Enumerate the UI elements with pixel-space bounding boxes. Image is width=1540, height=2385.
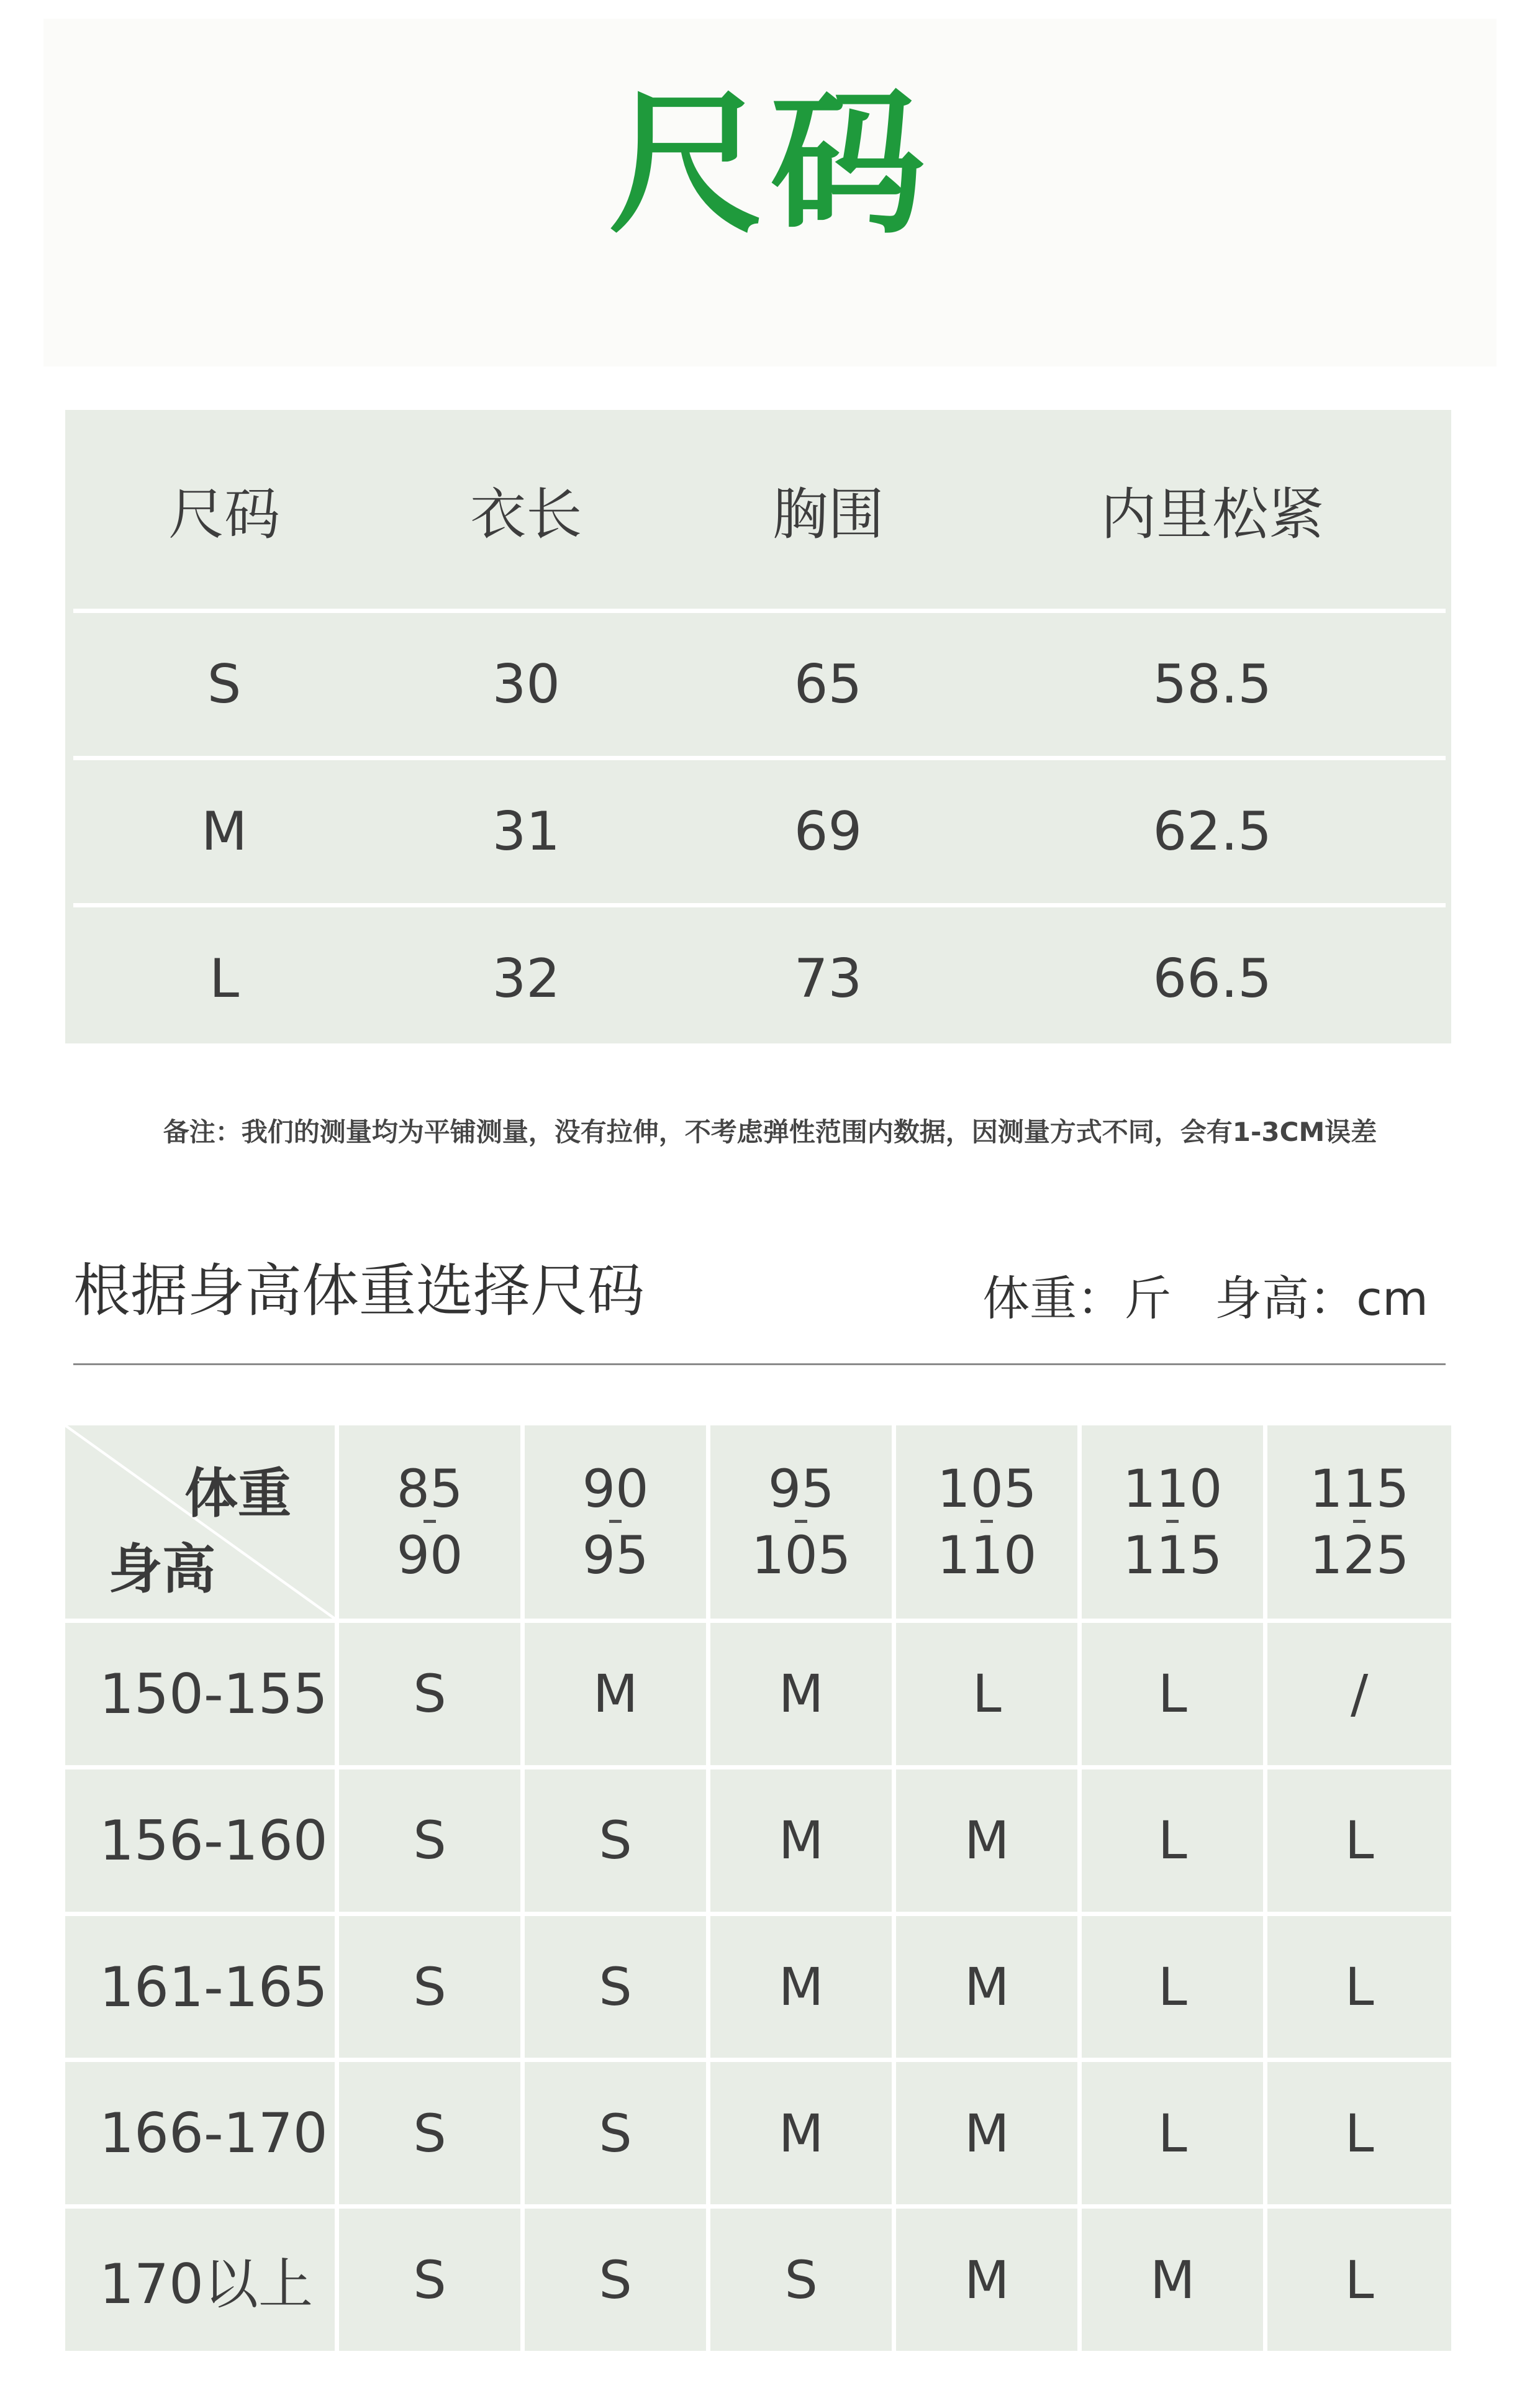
corner-cell (65, 1425, 337, 1621)
height-range-cell: 150-155 (65, 1621, 337, 1768)
table-row (73, 758, 1446, 906)
size-cell: M (709, 1914, 894, 2060)
range-dash (1166, 1520, 1179, 1523)
weight-range-header (894, 1425, 1080, 1621)
size-cell: L (1266, 2207, 1451, 2351)
range-dash (795, 1520, 807, 1523)
table-cell: M (73, 758, 375, 906)
unit-legend (982, 1261, 1428, 1329)
table-row (65, 1767, 1451, 1914)
range-start: 95 (768, 1458, 835, 1519)
height-range-cell: 156-160 (65, 1767, 337, 1914)
recommend-table-header (65, 1425, 1451, 1621)
page-title: 尺码 (609, 74, 931, 255)
size-cell: L (1080, 1914, 1266, 2060)
header-cell: 衣长 (470, 482, 582, 547)
table-row (73, 906, 1446, 1051)
range-end: 95 (582, 1525, 649, 1586)
section-title: 根据身高体重选择尺码 (73, 1258, 645, 1324)
table-cell: L (73, 906, 375, 1051)
size-cell: L (1266, 2060, 1451, 2207)
size-cell: L (1266, 1914, 1451, 2060)
range-dash (981, 1520, 993, 1523)
range-start: 90 (582, 1458, 649, 1519)
range-dash (424, 1520, 436, 1523)
table-row (65, 1621, 1451, 1768)
divider (73, 1363, 1446, 1365)
range-end: 105 (751, 1525, 851, 1586)
size-cell: S (523, 2207, 709, 2351)
weight-range-header (709, 1425, 894, 1621)
height-range-cell: 166-170 (65, 2060, 337, 2207)
table-cell: 69 (677, 758, 979, 906)
size-cell: S (337, 2060, 522, 2207)
table-cell: 30 (375, 611, 677, 758)
range-end: 90 (396, 1525, 463, 1586)
unit-height: 身高：cm (1215, 1271, 1428, 1326)
range-end: 110 (937, 1525, 1037, 1586)
size-cell: S (523, 1767, 709, 1914)
table-cell: 65 (677, 611, 979, 758)
table-cell: 62.5 (979, 758, 1446, 906)
size-cell: S (337, 1621, 522, 1768)
size-cell: M (523, 1621, 709, 1768)
size-cell: M (709, 1767, 894, 1914)
table-cell: 32 (375, 906, 677, 1051)
header-cell: 内里松紧 (1100, 482, 1325, 547)
size-cell: L (1080, 2060, 1266, 2207)
table-row (73, 611, 1446, 758)
range-start: 115 (1310, 1458, 1410, 1519)
size-table (73, 410, 1446, 1050)
range-start: 85 (396, 1458, 463, 1519)
range-dash (609, 1520, 622, 1523)
recommend-table (65, 1425, 1451, 2351)
weight-range-header (1266, 1425, 1451, 1621)
size-cell: M (894, 1767, 1080, 1914)
range-end: 115 (1123, 1525, 1223, 1586)
size-cell: L (1266, 1767, 1451, 1914)
size-cell: M (894, 1914, 1080, 2060)
size-cell: S (709, 2207, 894, 2351)
size-cell: S (523, 2060, 709, 2207)
table-cell: 31 (375, 758, 677, 906)
size-cell: S (523, 1914, 709, 2060)
header-cell: 尺码 (168, 482, 281, 547)
table-cell: 58.5 (979, 611, 1446, 758)
range-start: 110 (1123, 1458, 1223, 1519)
size-cell: L (1080, 1621, 1266, 1768)
range-end: 125 (1310, 1525, 1410, 1586)
corner-height-label: 身高 (109, 1538, 215, 1601)
header-cell: 胸围 (772, 482, 884, 547)
weight-range-header (523, 1425, 709, 1621)
weight-range-header (1080, 1425, 1266, 1621)
size-table-header (73, 410, 1446, 611)
table-row (65, 1914, 1451, 2060)
table-cell: 73 (677, 906, 979, 1051)
size-cell: S (337, 1767, 522, 1914)
measurement-note: 备注：我们的测量均为平铺测量，没有拉伸，不考虑弹性范围内数据，因测量方式不同，会有1-3CM误差 (163, 1117, 1377, 1147)
corner-weight-label: 体重 (184, 1463, 291, 1525)
unit-weight: 体重：斤 (982, 1271, 1172, 1326)
size-cell: M (1080, 2207, 1266, 2351)
size-cell: L (894, 1621, 1080, 1768)
table-cell: S (73, 611, 375, 758)
range-start: 105 (937, 1458, 1037, 1519)
table-cell: 66.5 (979, 906, 1446, 1051)
size-cell: L (1080, 1767, 1266, 1914)
height-range-cell: 170以上 (65, 2207, 337, 2351)
size-cell: M (709, 2060, 894, 2207)
height-range-cell: 161-165 (65, 1914, 337, 2060)
size-cell: S (337, 1914, 522, 2060)
size-cell: M (709, 1621, 894, 1768)
weight-range-header (337, 1425, 522, 1621)
range-dash (1353, 1520, 1366, 1523)
size-cell: M (894, 2207, 1080, 2351)
size-cell: / (1266, 1621, 1451, 1768)
table-row (65, 2207, 1451, 2351)
table-row (65, 2060, 1451, 2207)
size-cell: S (337, 2207, 522, 2351)
size-cell: M (894, 2060, 1080, 2207)
